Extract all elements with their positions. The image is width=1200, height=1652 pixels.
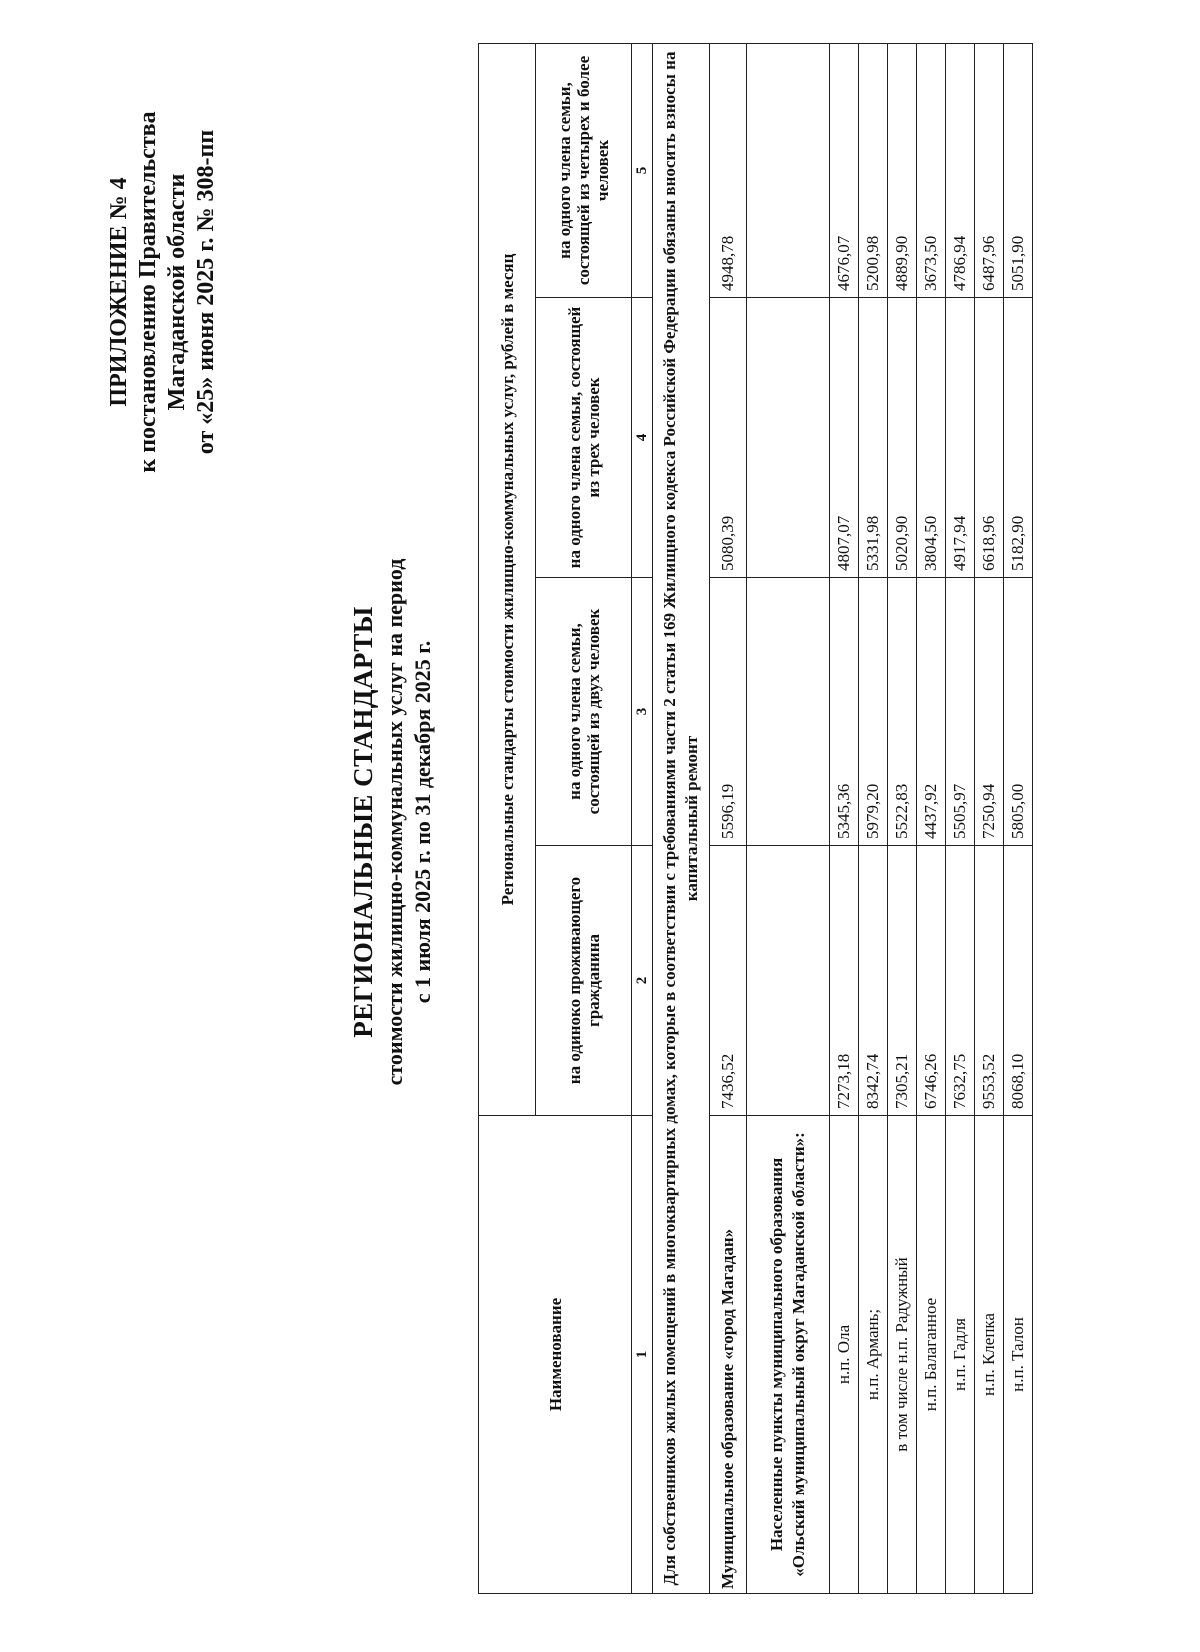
row-value: 5979,20 [859, 578, 888, 846]
row-name: н.п. Балаганное [917, 1116, 946, 1594]
row-value: 7273,18 [830, 846, 859, 1116]
header-col-2: на одиноко проживающего гражданина [536, 846, 632, 1116]
row-value: 9553,52 [975, 846, 1004, 1116]
table-row [975, 43, 1004, 1593]
row-value: 8068,10 [1004, 846, 1033, 1116]
column-number-row [632, 43, 653, 1593]
row-value: 7632,75 [946, 846, 975, 1116]
appendix-block [105, 72, 221, 512]
title-subtitle-1: стоимости жилищно-коммунальных услуг на период [382, 558, 407, 1086]
row-name: в том числе н.п. Радужный [888, 1116, 917, 1594]
col-number: 4 [632, 298, 653, 578]
title-subtitle-2: с 1 июля 2025 г. по 31 декабря 2025 г. [410, 640, 435, 1004]
row-value: 7250,94 [975, 578, 1004, 846]
row-value [747, 846, 830, 1116]
header-col-3: на одного члена семьи, состоящей из двух человек [536, 578, 632, 846]
header-col-5: на одного члена семьи, состоящей из четырех и более человек [536, 43, 632, 297]
row-value: 4676,07 [830, 43, 859, 297]
table-row [888, 43, 917, 1593]
section-heading: Для собственников жилых помещений в многоквартирных домах, которые в соответствии с требованиями части 2 статьи 169 Жилищного кодекса Российской Федерации обязаны вносить взносы на капитальный ремонт [653, 43, 710, 1593]
row-value: 4948,78 [710, 43, 747, 297]
appendix-region: Магаданской области [164, 173, 190, 411]
row-name: н.п. Ола [830, 1116, 859, 1594]
row-value: 5080,39 [710, 298, 747, 578]
row-value: 5505,97 [946, 578, 975, 846]
row-value: 5805,00 [1004, 578, 1033, 846]
row-value: 6487,96 [975, 43, 1004, 297]
row-value: 6618,96 [975, 298, 1004, 578]
row-value: 8342,74 [859, 846, 888, 1116]
row-value: 3804,50 [917, 298, 946, 578]
table-row [710, 43, 747, 1593]
row-value: 5596,19 [710, 578, 747, 846]
row-name: Муниципальное образование «город Магадан» [710, 1116, 747, 1594]
table-row [859, 43, 888, 1593]
row-value [747, 43, 830, 297]
row-value: 7305,21 [888, 846, 917, 1116]
row-name: н.п. Армань; [859, 1116, 888, 1594]
row-name: н.п. Клепка [975, 1116, 1004, 1594]
row-value: 7436,52 [710, 846, 747, 1116]
title-main: РЕГИОНАЛЬНЫЕ СТАНДАРТЫ [348, 606, 378, 1038]
row-value [747, 578, 830, 846]
row-value: 5345,36 [830, 578, 859, 846]
row-value: 5051,90 [1004, 43, 1033, 297]
table-row [747, 43, 830, 1593]
section-row [653, 43, 710, 1593]
standards-table [478, 43, 1033, 1594]
row-name: Населенные пункты муниципального образования «Ольский муниципальный округ Магаданской области»: [747, 1116, 830, 1594]
table-row [1004, 43, 1033, 1593]
row-value: 6746,26 [917, 846, 946, 1116]
table-row [946, 43, 975, 1593]
col-number: 3 [632, 578, 653, 846]
document-title [345, 322, 437, 1322]
table-header-row [479, 43, 536, 1593]
col-number: 2 [632, 846, 653, 1116]
appendix-decree: к постановлению Правительства [135, 111, 161, 473]
table-row [917, 43, 946, 1593]
row-value: 3673,50 [917, 43, 946, 297]
table-row [830, 43, 859, 1593]
row-name: н.п. Гадля [946, 1116, 975, 1594]
appendix-date: от «25» июня 2025 г. № 308-пп [193, 129, 219, 455]
row-value: 5020,90 [888, 298, 917, 578]
header-col-4: на одного члена семьи, состоящей из трех человек [536, 298, 632, 578]
header-group: Региональные стандарты стоимости жилищно-коммунальных услуг, рублей в месяц [479, 43, 536, 1115]
row-value: 4917,94 [946, 298, 975, 578]
row-value: 4807,07 [830, 298, 859, 578]
appendix-number: ПРИЛОЖЕНИЕ № 4 [106, 177, 132, 407]
row-value [747, 298, 830, 578]
row-value: 4437,92 [917, 578, 946, 846]
col-number: 1 [632, 1116, 653, 1594]
row-value: 5522,83 [888, 578, 917, 846]
row-value: 5200,98 [859, 43, 888, 297]
row-value: 5331,98 [859, 298, 888, 578]
header-name: Наименование [479, 1116, 632, 1594]
row-name: н.п. Талон [1004, 1116, 1033, 1594]
row-value: 5182,90 [1004, 298, 1033, 578]
col-number: 5 [632, 43, 653, 297]
row-value: 4889,90 [888, 43, 917, 297]
row-value: 4786,94 [946, 43, 975, 297]
